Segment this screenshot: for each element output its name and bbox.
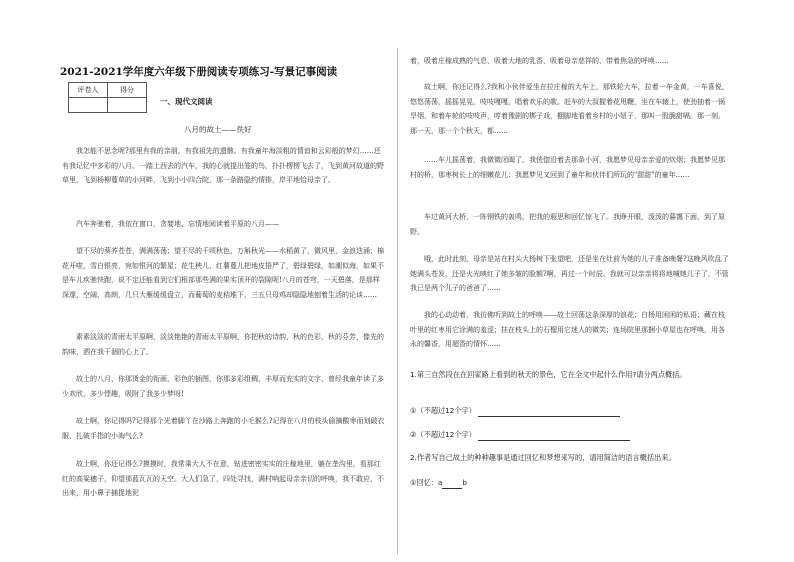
score-table-header-score: 得分 xyxy=(108,83,147,98)
question-1-answer-a xyxy=(410,404,730,417)
left-paragraph: 望不尽的葵荞苍苍，满满荡荡；望不尽的千顷秋色，万斛秋光——水稻黄了，微风里，金浪迭涌；棉花开啦，雪白银亮，宛如银河的繁星；花生秧儿、红薯蔓儿把地皮捂严了，碧绿碧绿，如潮似海，如果不是车儿疾驰快跑，说不定还能看到它们根部那些满的果实顶开的裂隙呢!八月的苍穹，一天碧落，是那样深邃，空阔，高朗，几只大雁缓缓盘立，而葡萄的麦秸堆下，三五只母鸡却隐隐地刨着生活的论谈…… xyxy=(62,247,384,299)
right-paragraph: 车过黄河大桥，一阵钢铁的轰鸣，把我的遐思和回忆惊飞了。我睁开眼，泼泼的暮霭下面，到了原野。 xyxy=(410,213,725,236)
right-paragraph: 故土啊，你还记得么?我和小伙伴爱坐在拉庄稼的大车上，那铁轮大车，拉着一车金黄，一车喜悦，悠悠荡荡，摇摇晃晃，吱吱嘎嘎，唱着欢乐的歌。赶车的大叔握着花甩鞭，坐在车辕上，使劲抽着一锅旱烟，和着车轮的吱吱声，哼着豫剧的梆子戏，棚脚地看着乡村的小妞子，那叫一股脆甜嗝。那一刻，那一天，那一个个秋天，都…… xyxy=(410,83,729,135)
question-2-answer-label: ①回忆：a xyxy=(410,478,443,487)
left-paragraph: 汽车奔驰着，我依在窗口，贪婪地、忘情地阅读着平原的八月—— xyxy=(76,220,279,228)
answer-blank[interactable] xyxy=(478,431,630,441)
question-1-answer-a-label: ①（不超过12个字） xyxy=(410,406,476,415)
left-paragraph: 素素淡淡的青雨太平原啊，淡淡艳艳的青雨太平原啊，你把秋的诗韵，秋的色彩，秋的芬芳，像先的韵味，洒在我干涸的心上了。 xyxy=(62,333,384,356)
score-table-cell-score[interactable] xyxy=(108,98,147,113)
column-divider xyxy=(397,48,398,554)
question-1-answer-b-label: ②（不超过12个字） xyxy=(410,430,476,439)
page-title: 2021-2021学年度六年级下册阅读专项练习-写景记事阅读 xyxy=(60,66,338,78)
question-2-answer-a xyxy=(410,476,730,489)
answer-blank[interactable] xyxy=(478,407,620,417)
question-2-answer-b-label: b xyxy=(462,478,467,487)
answer-blank[interactable] xyxy=(442,479,462,489)
left-paragraph: 故土啊，你记得吗?记得那个光着脚丫在沙路上奔跑的小毛猴么?记得在八月的枝头偷摘酸枣而划破衣服、扎破手指的小淘气么? xyxy=(62,417,385,440)
score-table xyxy=(68,82,147,113)
right-paragraph: ……车儿摇荡着，我微微闭阖了。我恍惚沿着去那条小河，我愿梦见母亲亲爱的炊烟；我愿梦见那村的桥，那枣树长上的细嫩花儿；我愿梦见又回到了童年和伙伴们所玩的"甜甜"的童年…… xyxy=(410,156,725,179)
left-paragraph: 我怎能不思念呢?那里有我的亲朋，有我祖先的遗骸。有我童年海淡粗的情谊和云彩般的梦幻……还有我记忆中多彩的八月。一踏上西去的汽车，我的心就提出笼的鸟，扑扑楞楞飞去了，飞到黄河故道的野草里，飞到杨柳蔓草的小河畔，飞到小小四合院，那一条路隐约情排，岸平地恰母亲了。 xyxy=(62,147,384,184)
right-paragraph: 着，吸着庄稼成熟的气息，吸着大地的乳香，吸着母亲慈祥的、带着焦急的呼唤…… xyxy=(410,57,669,65)
left-paragraph: 故土啊，你还记得么?摸摸时，我常乘大人不在意，钻进密密实实的庄稼地里，躺在垄沟里，看那红红的高粱穗子，仰望那蓝瓦瓦的天空。大人们急了，四处寻找，满村响起母亲亲切的呼唤，我不敢应，不出来，用小鼻子捕捉地泥 xyxy=(62,460,384,497)
left-paragraph: 故土的八月，你那烫金的衔画，彩色的插图，你那多彩组稠，丰厚而充实的文字，曾经我童年读了多少欢欣，多少悸趣，吸附了我多少梦呀! xyxy=(62,375,384,398)
question-1-answer-b xyxy=(410,428,730,441)
right-paragraph: 哦，此时此刻，母亲是站在村头大杨树下张望吧，还是坐在灶前为她的儿子准备晚餐?这晚风吹乱了她满头苍发，还是火光映红了她多皱的脸额?啊，再过一个时辰，我就可以亲亲将将地喊她儿子了，不管我已是两个儿子的爸爸了…… xyxy=(410,255,729,292)
section-heading: 一、现代文阅读 xyxy=(160,97,213,106)
question-1: 1.第三自然段在在回家路上看到的秋天的景色，它在全文中起什么作用?请分两点概括。 xyxy=(410,370,687,379)
score-table-cell-grader[interactable] xyxy=(69,98,108,113)
score-table-header-grader: 评卷人 xyxy=(69,83,108,98)
article-title: 八月的故土——佚好 xyxy=(184,125,252,134)
question-2: 2.作者写自己故土的种种趣事是通过回忆和梦想来写的，请用简洁的语言概括出来。 xyxy=(410,453,676,462)
right-paragraph: 我的心动动着，我彷佛听到故土的呼唤——故土回荡这条深厚的浪花；白杨用闲闲的私语；藏在枝叶里的红枣用它涂满的羞涩；挂在枝头上的石榴用它迷人的微笑；连场院里那捆小草屋也在呼唤，用各永的馨香，用超香的情怀…… xyxy=(410,311,725,348)
